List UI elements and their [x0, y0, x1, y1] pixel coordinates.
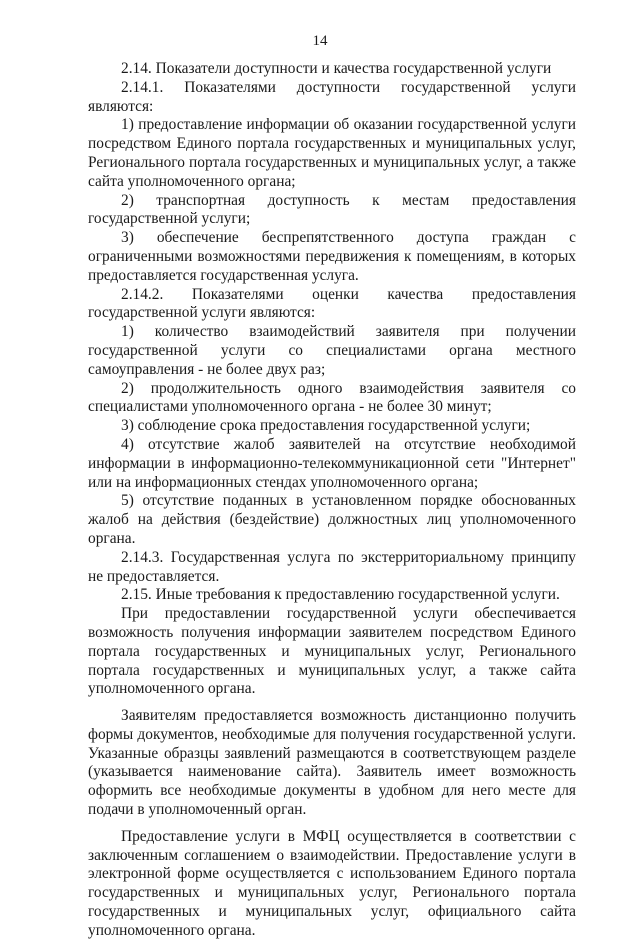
- list-item-accessibility-1: 1) предоставление информации об оказании государственной услуги посредством Единого портала государственных и муниципальных услуг, Регионального портала государственных и муниципальных услуг, а также сайта уполномоченного органа;: [88, 116, 576, 190]
- list-item-quality-4: 4) отсутствие жалоб заявителей на отсутствие необходимой информации в информационно-телекоммуникационной сети "Интернет" или на информационных стендах уполномоченного органа;: [88, 435, 576, 491]
- paragraph-remote-forms: Заявителям предоставляется возможность дистанционно получить формы документов, необходимые для получения государственной услуги. Указанные образцы заявлений размещаются в соответствующем разделе (указывается наименование сайта). Заявитель имеет возможность оформить все необходимые документы в удобном для него месте для подачи в уполномоченный орган.: [88, 707, 576, 819]
- list-item-accessibility-2: 2) транспортная доступность к местам предоставления государственной услуги;: [88, 191, 576, 228]
- paragraph-mfc-service: Предоставление услуги в МФЦ осуществляется в соответствии с заключенным соглашением о взаимодействии. Предоставление услуги в электронной форме осуществляется с использованием Единого портала государственных и муниципальных услуг, Регионального портала государственных и муниципальных услуг, официального сайта уполномоченного органа.: [88, 827, 576, 939]
- list-item-quality-5: 5) отсутствие поданных в установленном порядке обоснованных жалоб на действия (бездействие) должностных лиц уполномоченного органа.: [88, 492, 576, 547]
- list-item-quality-2: 2) продолжительность одного взаимодействия заявителя со специалистами уполномоченного органа - не более 30 минут;: [88, 379, 576, 416]
- subsection-heading-2-14-2: 2.14.2. Показателями оценки качества предоставления государственной услуги являются:: [88, 285, 576, 322]
- subsection-heading-2-14-1: 2.14.1. Показателями доступности государственной услуги являются:: [88, 78, 576, 115]
- list-item-accessibility-3: 3) обеспечение беспрепятственного доступа граждан с ограниченными возможностями передвижения к помещениям, в которых предоставляется государственная услуга.: [88, 229, 576, 284]
- document-body: [88, 60, 576, 941]
- section-heading-2-14: 2.14. Показатели доступности и качества государственной услуги: [121, 60, 552, 77]
- subsection-heading-2-14-3: 2.14.3. Государственная услуга по экстерриториальному принципу не предоставляется.: [88, 548, 576, 585]
- list-item-quality-3: 3) соблюдение срока предоставления государственной услуги;: [121, 417, 531, 435]
- section-heading-2-15: 2.15. Иные требования к предоставлению государственной услуги.: [121, 586, 560, 604]
- page-number: 14: [312, 33, 328, 49]
- paragraph-information-access: При предоставлении государственной услуги обеспечивается возможность получения информации заявителем посредством Единого портала государственных и муниципальных услуг, Регионального портала государственных и муниципальных услуг, а также сайта уполномоченного органа.: [88, 605, 576, 698]
- list-item-quality-1: 1) количество взаимодействий заявителя при получении государственной услуги со специалистами органа местного самоуправления - не более двух раз;: [88, 323, 576, 378]
